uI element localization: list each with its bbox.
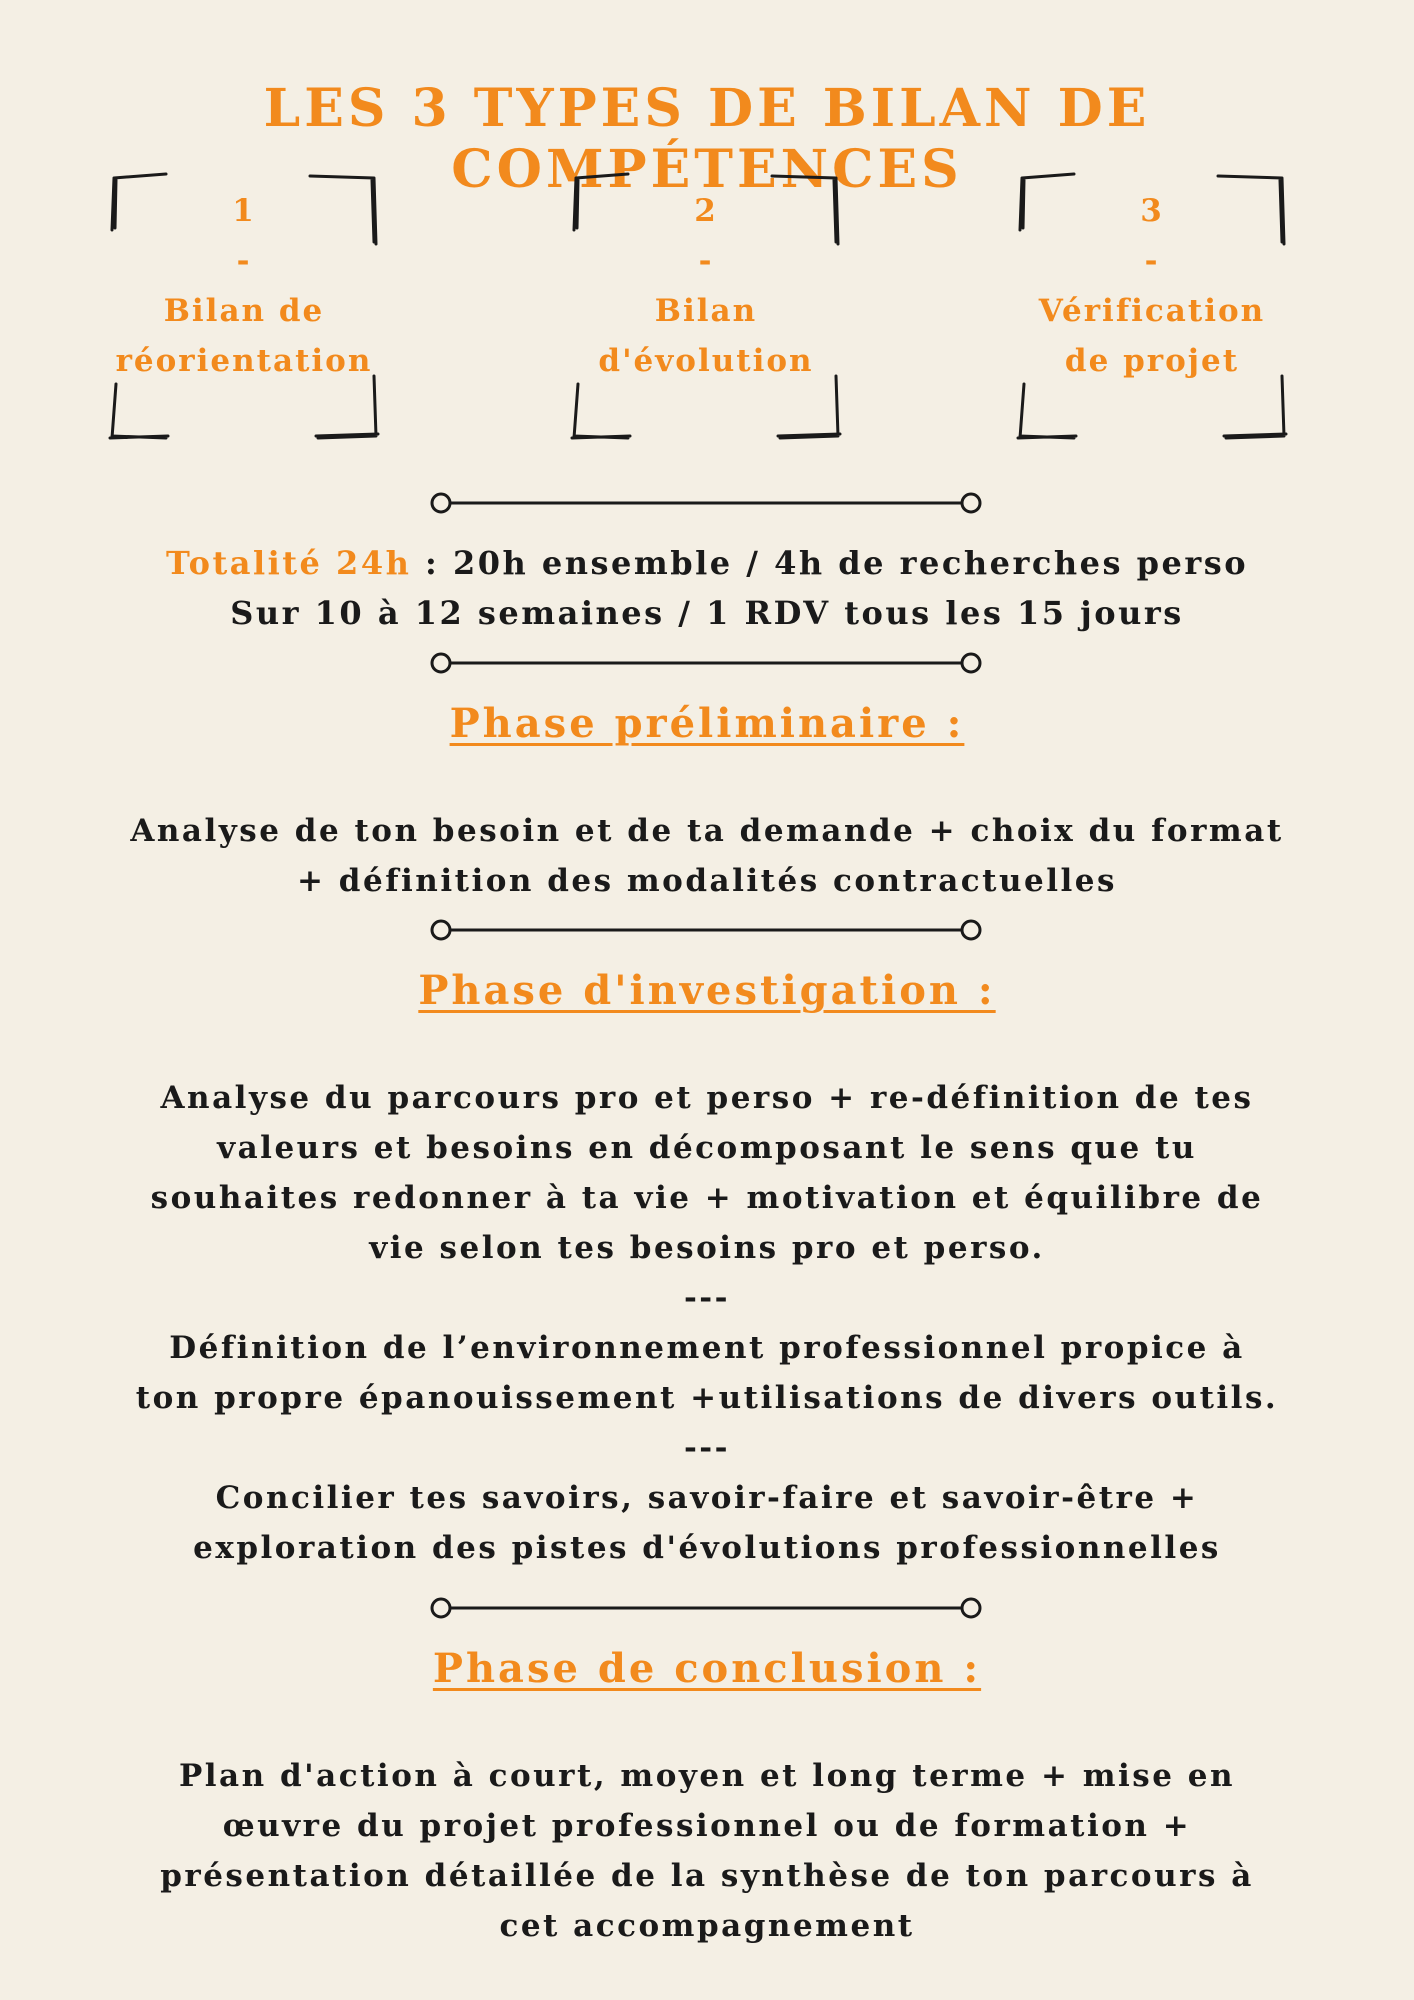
text-line: Plan d'action à court, moyen et long terme + mise en — [178, 1758, 1236, 1794]
type-label-line: de projet — [1064, 343, 1240, 379]
text-line: exploration des pistes d'évolutions professionnelles — [193, 1530, 1221, 1566]
type-number: 1 — [232, 193, 256, 229]
phase-title-investigation: Phase d'investigation : — [418, 967, 996, 1014]
text-line: Définition de l’environnement professionnel propice à — [169, 1330, 1245, 1366]
text-line: Analyse du parcours pro et perso + re-définition de tes — [160, 1080, 1254, 1116]
text-line: Analyse de ton besoin et de ta demande + choix du format — [130, 813, 1284, 849]
phase-title-preliminaire: Phase préliminaire : — [449, 700, 965, 747]
page-title: LES 3 TYPES DE BILAN DE COMPÉTENCES — [263, 78, 1151, 200]
type-label-line: Bilan de — [163, 293, 325, 329]
type-number: 3 — [1140, 193, 1164, 229]
type-label-line: d'évolution — [598, 343, 814, 379]
summary-line-2: Sur 10 à 12 semaines / 1 RDV tous les 15 jours — [230, 594, 1184, 632]
type-label-line: Vérification — [1038, 293, 1266, 329]
divider-line-icon — [428, 917, 988, 943]
divider-line-icon — [428, 490, 988, 516]
separator-text: --- — [683, 1430, 731, 1466]
summary-block — [0, 538, 1414, 638]
text-line: Concilier tes savoirs, savoir-faire et savoir-être + — [215, 1480, 1199, 1516]
text-line: vie selon tes besoins pro et perso. — [369, 1230, 1045, 1266]
type-card-1 — [104, 170, 384, 440]
type-card-2 — [566, 170, 846, 440]
summary-detail: : 20h ensemble / 4h de recherches perso — [411, 544, 1249, 582]
type-number: 2 — [694, 193, 718, 229]
text-line: cet accompagnement — [499, 1908, 915, 1944]
phase-text-investigation — [110, 1073, 1304, 1573]
type-label-line: Bilan — [654, 293, 758, 329]
text-line: souhaites redonner à ta vie + motivation et équilibre de — [150, 1180, 1264, 1216]
type-dash: - — [236, 243, 252, 279]
phase-title-conclusion: Phase de conclusion : — [432, 1645, 982, 1692]
type-label-line: réorientation — [115, 343, 373, 379]
summary-line-1 — [0, 538, 1414, 588]
type-card-3 — [1012, 170, 1292, 440]
text-line: ton propre épanouissement +utilisations de divers outils. — [135, 1380, 1279, 1416]
text-line: présentation détaillée de la synthèse de ton parcours à — [160, 1858, 1254, 1894]
text-line: + définition des modalités contractuelles — [297, 863, 1117, 899]
summary-total: Totalité 24h — [165, 544, 412, 582]
text-line: œuvre du projet professionnel ou de formation + — [222, 1808, 1192, 1844]
separator-text: --- — [683, 1280, 731, 1316]
type-dash: - — [698, 243, 714, 279]
divider-line-icon — [428, 650, 988, 676]
phase-text-preliminaire — [110, 806, 1304, 906]
phase-text-conclusion — [110, 1751, 1304, 1951]
divider-line-icon — [428, 1595, 988, 1621]
type-dash: - — [1144, 243, 1160, 279]
text-line: valeurs et besoins en décomposant le sens que tu — [217, 1130, 1197, 1166]
